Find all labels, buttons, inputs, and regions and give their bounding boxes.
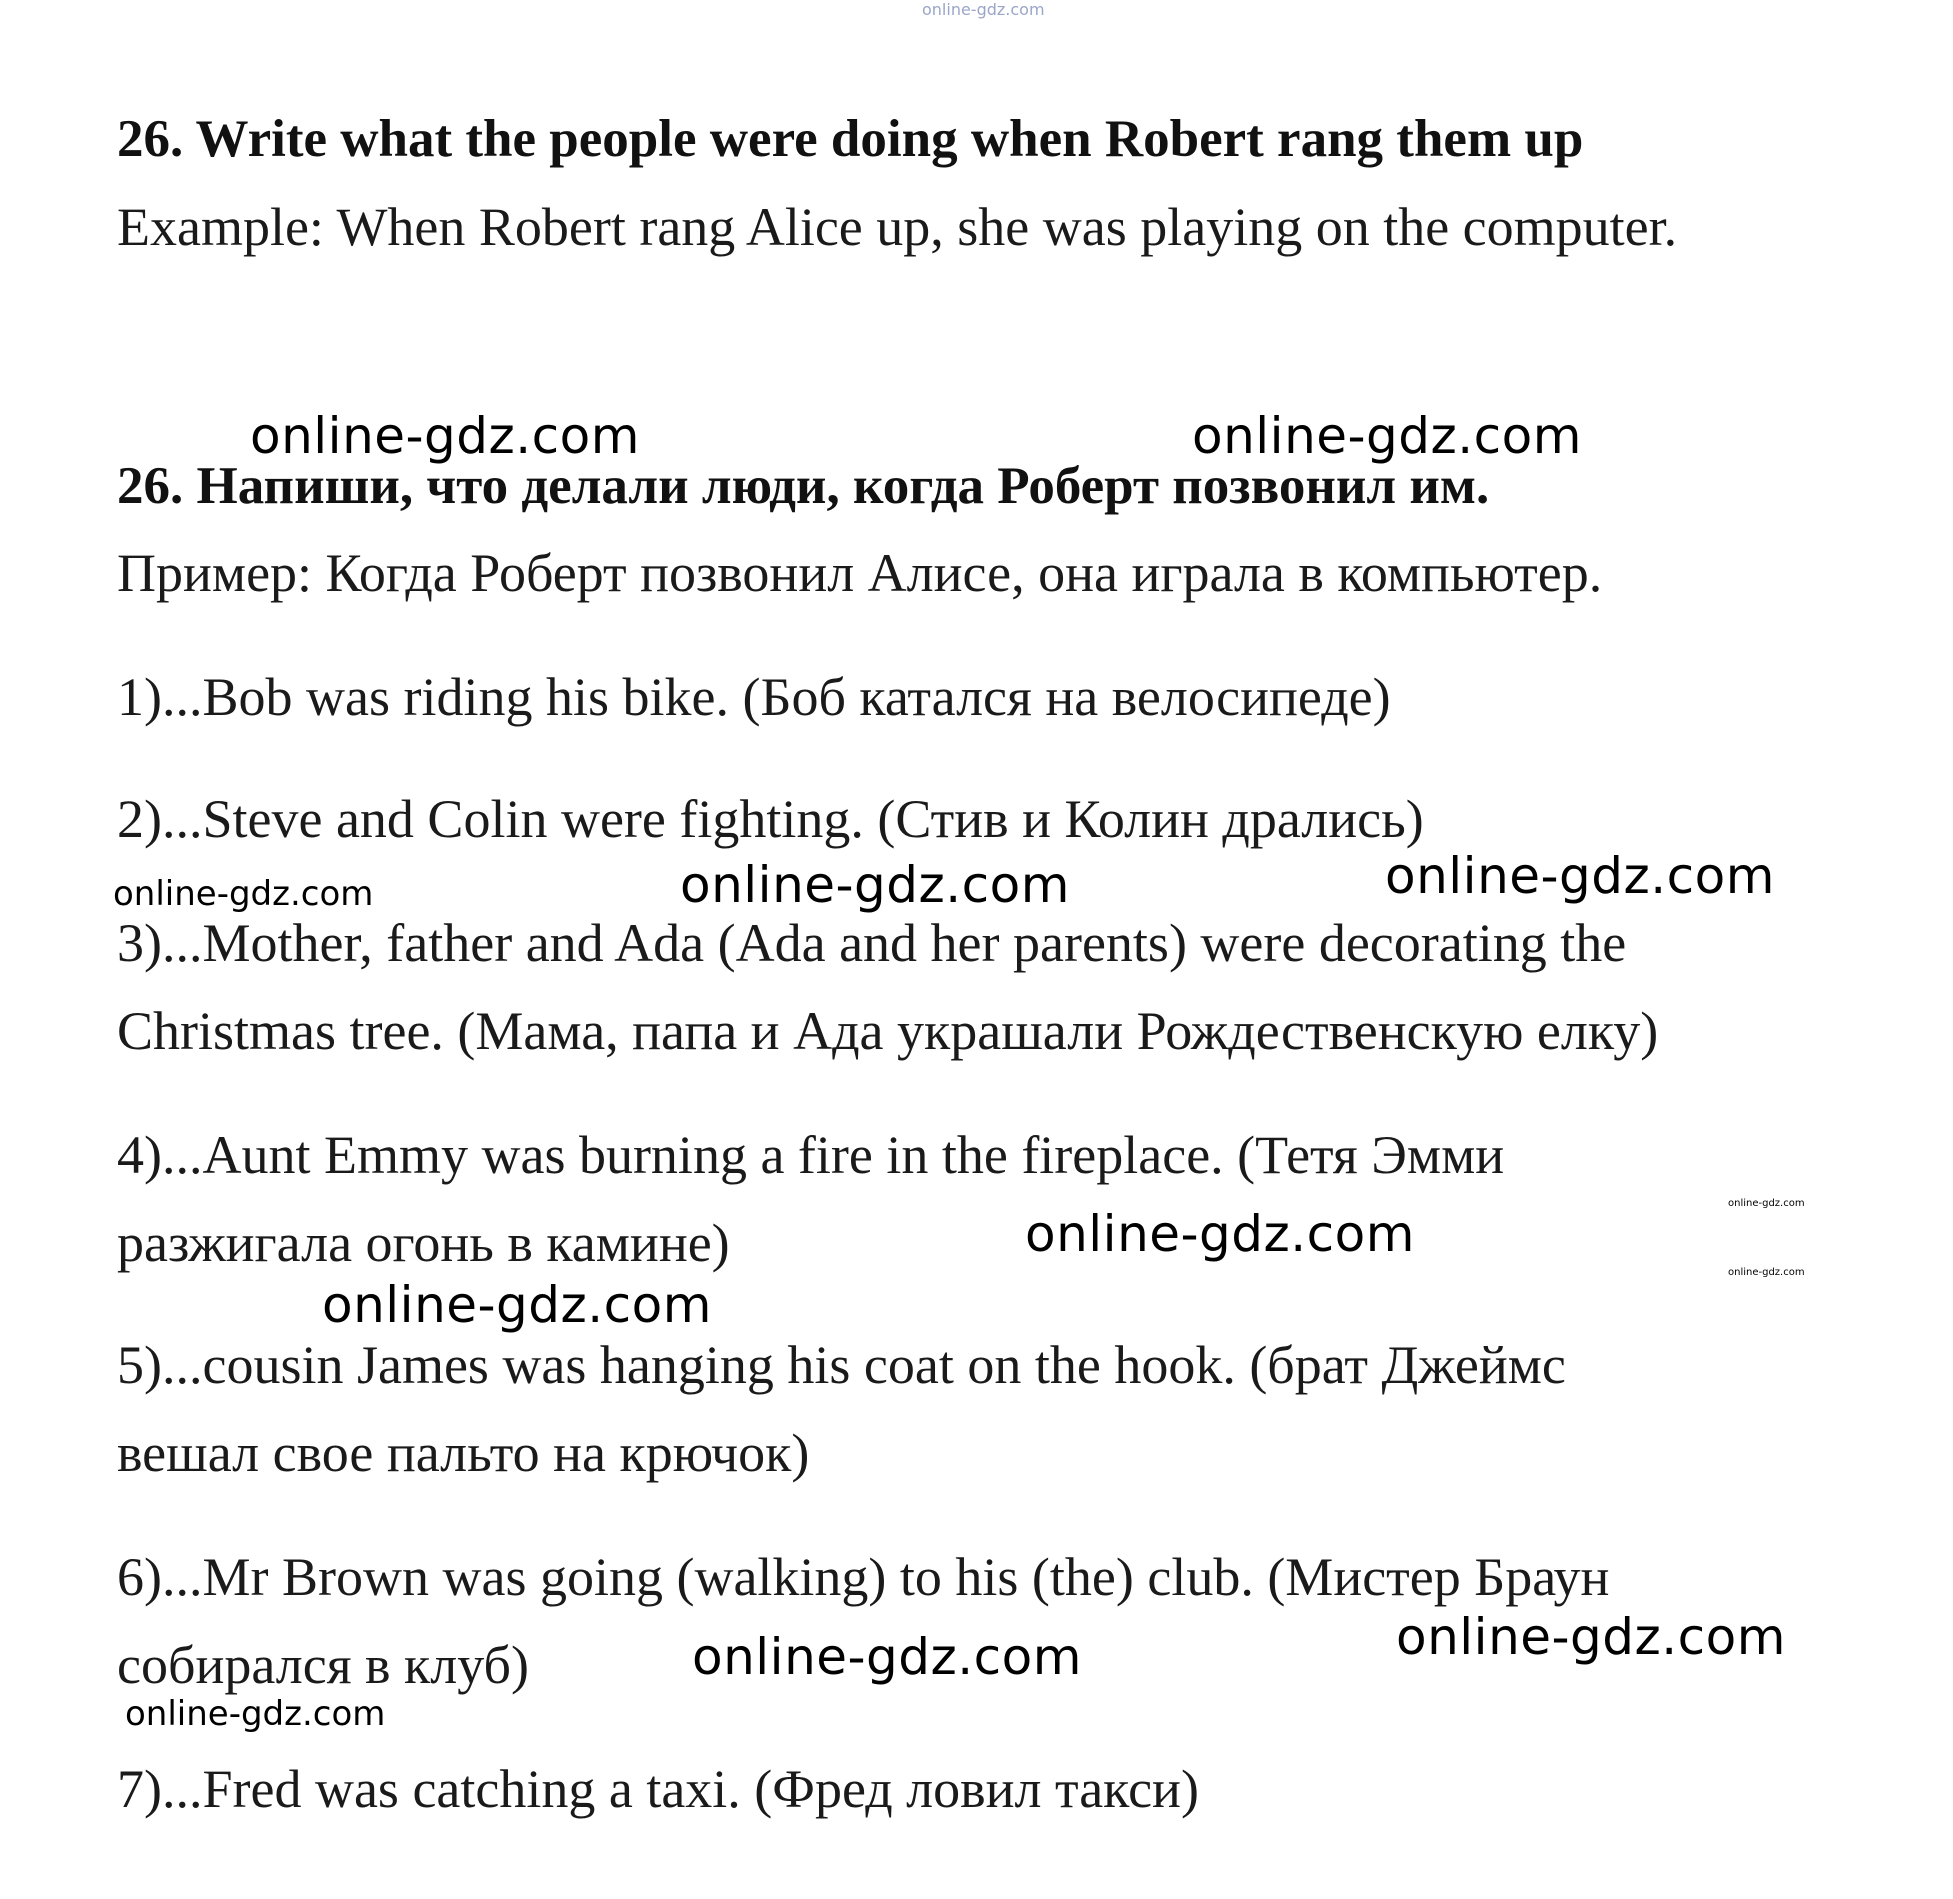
watermark: online-gdz.com xyxy=(113,874,374,914)
answer-4-line-2: разжигала огонь в камине) xyxy=(117,1213,730,1273)
watermark: online-gdz.com xyxy=(1728,1267,1805,1278)
answer-7: 7)...Fred was catching a taxi. (Фред ловил такси) xyxy=(117,1759,1199,1819)
answer-5-line-1: 5)...cousin James was hanging his coat on the hook. (брат Джеймс xyxy=(117,1335,1566,1395)
watermark: online-gdz.com xyxy=(1192,407,1582,465)
watermark: online-gdz.com xyxy=(1396,1608,1786,1666)
english-example: Example: When Robert rang Alice up, she was playing on the computer. xyxy=(117,197,1678,257)
answer-5-line-2: вешал свое пальто на крючок) xyxy=(117,1423,810,1483)
russian-task-title: 26. Напиши, что делали люди, когда Роберт позвонил им. xyxy=(117,457,1490,515)
watermark: online-gdz.com xyxy=(322,1276,712,1334)
watermark: online-gdz.com xyxy=(680,856,1070,914)
watermark: online-gdz.com xyxy=(1385,847,1775,905)
answer-3-line-2: Christmas tree. (Мама, папа и Ада украшали Рождественскую елку) xyxy=(117,1001,1659,1061)
answer-1: 1)...Bob was riding his bike. (Боб катался на велосипеде) xyxy=(117,667,1391,727)
english-task-title: 26. Write what the people were doing when Robert rang them up xyxy=(117,110,1584,168)
answer-2: 2)...Steve and Colin were fighting. (Стив и Колин дрались) xyxy=(117,789,1424,849)
answer-6-line-2: собирался в клуб) xyxy=(117,1635,529,1695)
watermark: online-gdz.com xyxy=(1025,1205,1415,1263)
answer-6-line-1: 6)...Mr Brown was going (walking) to his (the) club. (Мистер Браун xyxy=(117,1547,1610,1607)
russian-example: Пример: Когда Роберт позвонил Алисе, она играла в компьютер. xyxy=(117,543,1603,603)
watermark: online-gdz.com xyxy=(1728,1198,1805,1209)
header-watermark: online-gdz.com xyxy=(922,0,1045,19)
watermark: online-gdz.com xyxy=(125,1694,386,1734)
answer-3-line-1: 3)...Mother, father and Ada (Ada and her parents) were decorating the xyxy=(117,913,1627,973)
watermark: online-gdz.com xyxy=(692,1628,1082,1686)
watermark: online-gdz.com xyxy=(250,407,640,465)
answer-4-line-1: 4)...Aunt Emmy was burning a fire in the fireplace. (Тетя Эмми xyxy=(117,1125,1505,1185)
